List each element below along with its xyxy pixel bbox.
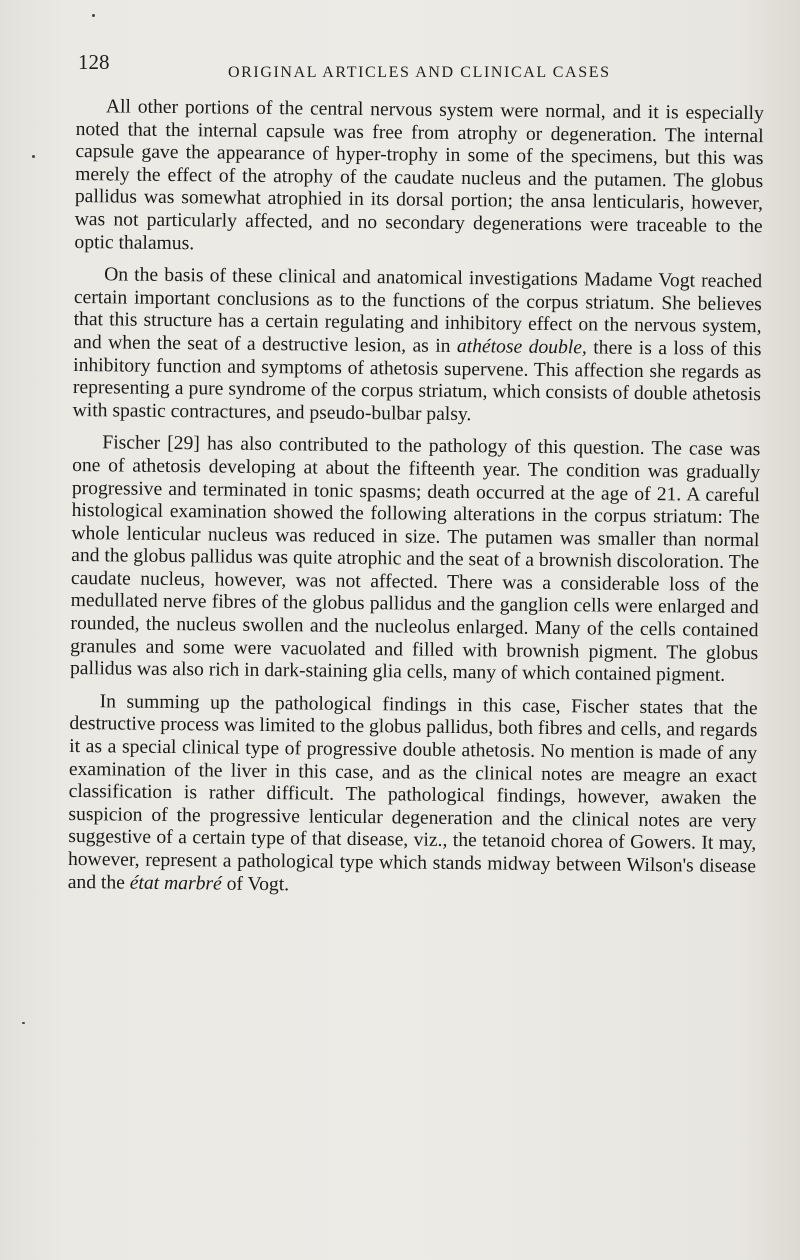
body-text — [68, 96, 764, 911]
paragraph-2-text-after: there is a loss of this inhibitory function and symptoms of athetosis supervene. This affection she regards as representing a pure syndrome of the corpus striatum, which consists of double athetosis with spastic contractures, and pseudo-bulbar palsy. — [72, 337, 762, 425]
paragraph-2-text-before: On the basis of these clinical and anatomical investigations Madame Vogt reached certain important conclusions as to the functions of the corpus striatum. She believes that this structure has a certain regulating and inhibitory effect on the nervous system, and when the seat of a destructive lesion, as in — [73, 264, 763, 357]
paragraph-1 — [74, 96, 764, 261]
paragraph-4 — [68, 691, 758, 902]
paragraph-4-text-after: of Vogt. — [221, 873, 290, 895]
paper-speck — [32, 155, 35, 158]
paragraph-4-text-before: In summing up the pathological findings in this case, Fischer states that the destructive process was limited to the globus pallidus, both fibres and cells, and regards it as a special clinical type of progressive double athetosis. No mention is made of any examination of the liver in this case, and as the clinical notes are meagre an exact classification is rather difficult. The pathological findings, however, awaken the suspicion of the progressive lenticular degeneration and the clinical notes are very suggestive of a certain type of that disease, viz., the tetanoid chorea of Gowers. It may, however, represent a pathological type which stands midway between Wilson's disease and the — [67, 691, 758, 894]
paragraph-2-italic: athétose double, — [456, 335, 587, 359]
paper-speck — [92, 14, 95, 17]
paragraph-3 — [70, 432, 761, 688]
paragraph-2 — [73, 264, 763, 429]
paragraph-1-text: All other portions of the central nervous system were normal, and it is especially noted that the internal capsule was free from atrophy or degeneration. The internal capsule gave the appearance of hyper-trophy in some of the specimens, but this was merely the effect of the atrophy of the caudate nucleus and the putamen. The globus pallidus was somewhat atrophied in its dorsal portion; the ansa lenticularis, however, was not particularly affected, and no secondary degenerations were traceable to the optic thalamus. — [74, 96, 764, 254]
page-header — [78, 50, 718, 90]
paper-speck — [22, 1022, 25, 1024]
running-head: ORIGINAL ARTICLES AND CLINICAL CASES — [228, 64, 611, 81]
paragraph-3-text: Fischer [29] has also contributed to the pathology of this question. The case was one of athetosis developing at about the fifteenth year. The condition was gradually progressive and terminated in tonic spasms; death occurred at the age of 21. A careful histological examination showed the following alterations in the corpus striatum: The whole lenticular nucleus was reduced in size. The putamen was smaller than normal and the globus pallidus was quite atrophic and the seat of a brownish discoloration. The caudate nucleus, however, was not affected. There was a considerable loss of the medullated nerve fibres of the globus pallidus and the ganglion cells were enlarged and rounded, the nucleus swollen and the nucleolus enlarged. Many of the cells contained granules and some were vacuolated and filled with brownish pigment. The globus pallidus was also rich in dark-staining glia cells, many of which contained pigment. — [69, 432, 761, 687]
paragraph-4-italic: état marbré — [129, 872, 222, 895]
page-number: 128 — [78, 50, 110, 74]
